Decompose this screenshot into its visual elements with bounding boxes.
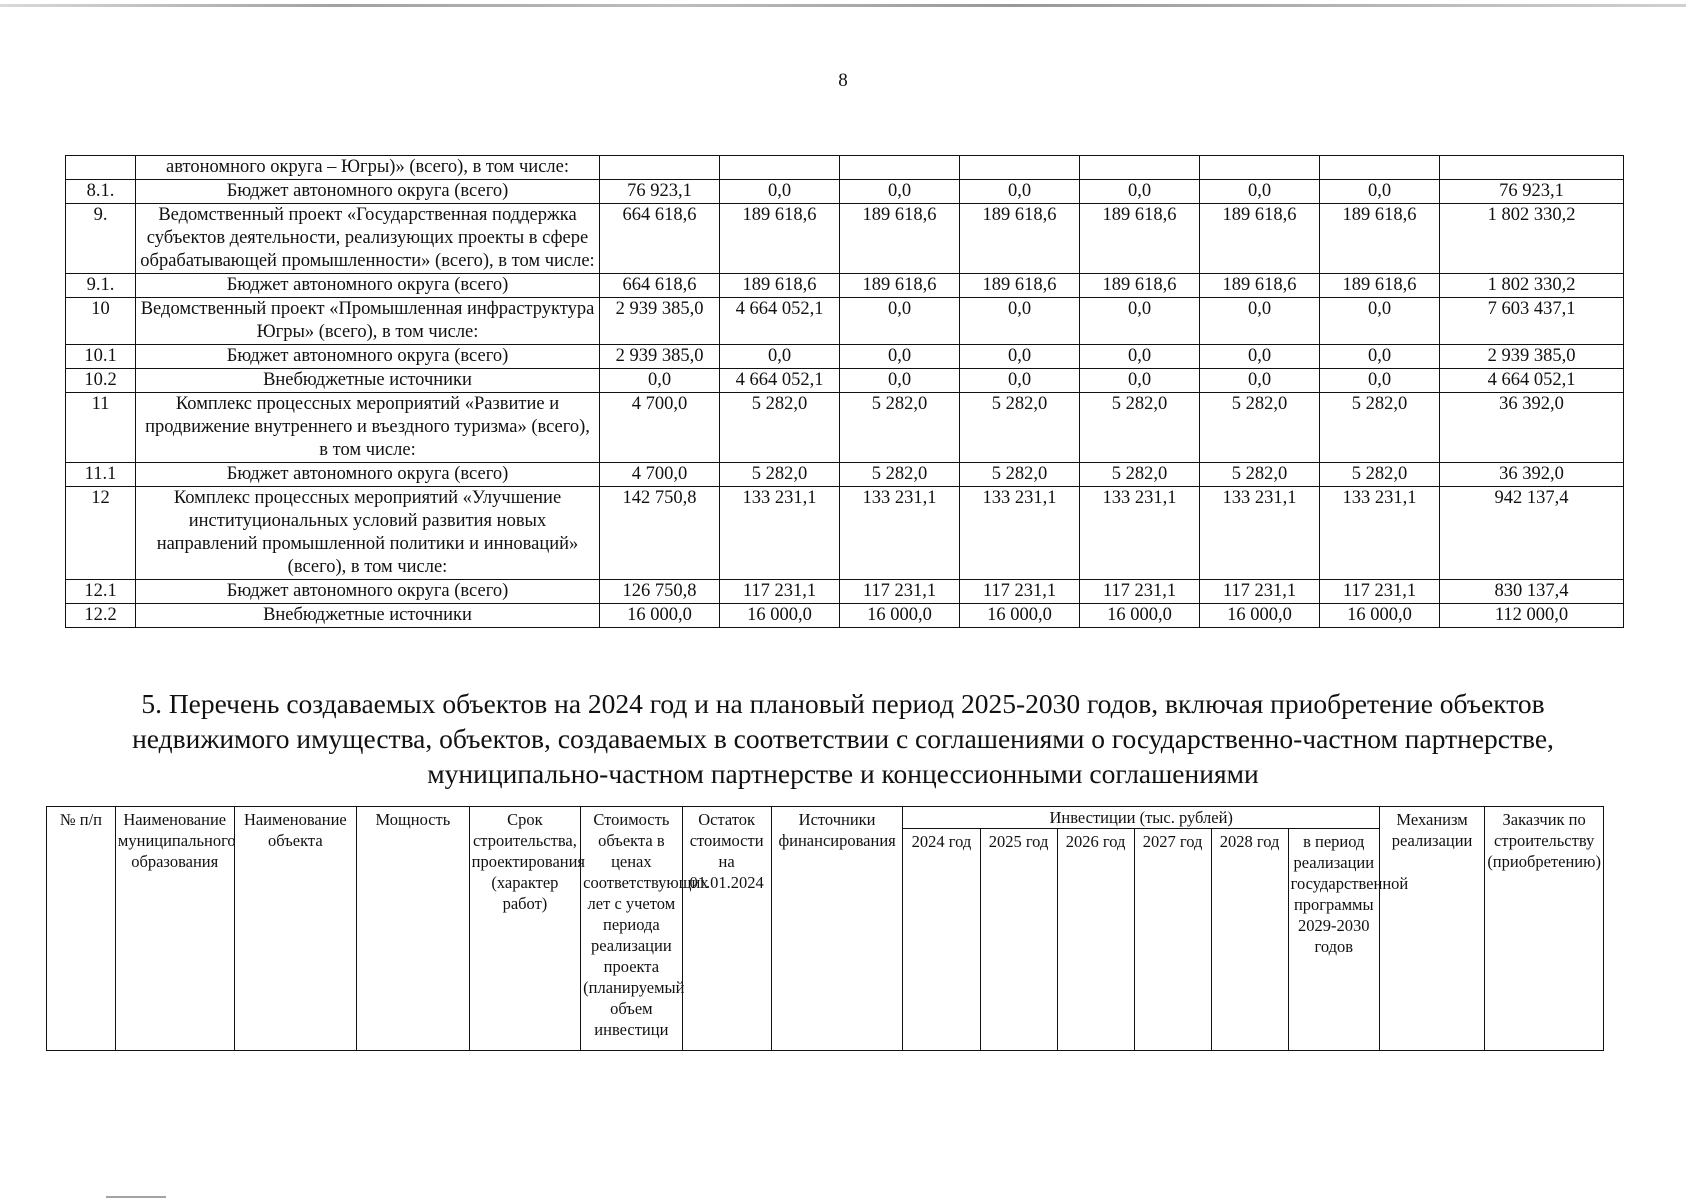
row-value: 4 700,0: [600, 393, 720, 463]
row-value: 189 618,6: [1320, 274, 1440, 298]
budget-table: [65, 155, 1624, 628]
row-name: Ведомственный проект «Государственная поддержка субъектов деятельности, реализующих проекты в сфере обрабатывающей промышленности» (всего), в том числе:: [136, 204, 600, 274]
header-no: № п/п: [47, 807, 116, 1051]
row-value: 16 000,0: [1200, 604, 1320, 628]
header-investments: Инвестиции (тыс. рублей): [903, 807, 1379, 829]
row-value: 0,0: [1320, 369, 1440, 393]
row-number: 9.: [66, 204, 136, 274]
table-row: [66, 463, 1624, 487]
row-value: 5 282,0: [1080, 393, 1200, 463]
row-value: 126 750,8: [600, 580, 720, 604]
row-value: 0,0: [1200, 369, 1320, 393]
row-value: [1080, 156, 1200, 180]
row-total: 1 802 330,2: [1440, 204, 1624, 274]
row-value: [1320, 156, 1440, 180]
row-value: 0,0: [600, 369, 720, 393]
header-mechanism: Механизм реализации: [1379, 807, 1484, 1051]
row-total: 830 137,4: [1440, 580, 1624, 604]
row-name: автономного округа – Югры)» (всего), в том числе:: [136, 156, 600, 180]
row-name: Внебюджетные источники: [136, 369, 600, 393]
table-row: [66, 369, 1624, 393]
row-number: 8.1.: [66, 180, 136, 204]
row-value: 133 231,1: [1320, 487, 1440, 580]
row-value: 0,0: [960, 298, 1080, 345]
row-value: 0,0: [1320, 345, 1440, 369]
row-value: 0,0: [1200, 180, 1320, 204]
row-value: 2 939 385,0: [600, 345, 720, 369]
table-row: [66, 393, 1624, 463]
row-value: 133 231,1: [1200, 487, 1320, 580]
row-value: 189 618,6: [840, 204, 960, 274]
row-value: 16 000,0: [600, 604, 720, 628]
row-value: 0,0: [960, 180, 1080, 204]
header-year-2026: 2026 год: [1057, 829, 1134, 1051]
row-total: 76 923,1: [1440, 180, 1624, 204]
header-customer: Заказчик по строительству (приобретению): [1485, 807, 1604, 1051]
row-value: 0,0: [1200, 345, 1320, 369]
row-value: 117 231,1: [1200, 580, 1320, 604]
header-cost-remainder: Остаток стоимости на 01.01.2024: [682, 807, 771, 1051]
row-value: 4 664 052,1: [720, 298, 840, 345]
row-value: 5 282,0: [720, 463, 840, 487]
table-row: [66, 298, 1624, 345]
header-object-name: Наименование объекта: [234, 807, 357, 1051]
table-row: [66, 487, 1624, 580]
row-value: [1200, 156, 1320, 180]
row-value: 0,0: [1320, 180, 1440, 204]
row-value: 117 231,1: [1320, 580, 1440, 604]
row-value: 16 000,0: [960, 604, 1080, 628]
row-name: Бюджет автономного округа (всего): [136, 580, 600, 604]
row-value: 16 000,0: [1320, 604, 1440, 628]
row-number: 10: [66, 298, 136, 345]
row-value: 189 618,6: [1080, 204, 1200, 274]
scan-mark: [106, 1196, 166, 1198]
section-heading: 5. Перечень создаваемых объектов на 2024 год и на плановый период 2025-2030 годов, включая приобретение объектов недвижимого имущества, объектов, создаваемых в соответствии с соглашениями о государственно-частном партнерстве, муниципально-частном партнерстве и концессионными соглашениями: [132, 688, 1554, 789]
row-value: [600, 156, 720, 180]
header-funding-sources: Источники финансирования: [771, 807, 903, 1051]
row-number: 10.2: [66, 369, 136, 393]
row-value: 5 282,0: [1080, 463, 1200, 487]
row-value: 0,0: [840, 345, 960, 369]
row-value: 0,0: [1080, 369, 1200, 393]
row-value: 0,0: [1200, 298, 1320, 345]
row-name: Внебюджетные источники: [136, 604, 600, 628]
row-value: 0,0: [840, 369, 960, 393]
row-value: 664 618,6: [600, 274, 720, 298]
row-value: 0,0: [720, 180, 840, 204]
table-row: [66, 180, 1624, 204]
table-row: [66, 274, 1624, 298]
table-row: [66, 604, 1624, 628]
row-value: 0,0: [1080, 298, 1200, 345]
row-name: Бюджет автономного округа (всего): [136, 463, 600, 487]
row-number: [66, 156, 136, 180]
row-number: 9.1.: [66, 274, 136, 298]
row-value: 133 231,1: [960, 487, 1080, 580]
row-value: 133 231,1: [1080, 487, 1200, 580]
row-name: Комплекс процессных мероприятий «Улучшение институциональных условий развития новых направлений промышленной политики и инноваций» (всего), в том числе:: [136, 487, 600, 580]
row-value: 133 231,1: [720, 487, 840, 580]
row-value: 189 618,6: [720, 274, 840, 298]
row-value: 0,0: [960, 369, 1080, 393]
row-value: 189 618,6: [1080, 274, 1200, 298]
row-number: 11.1: [66, 463, 136, 487]
row-total: [1440, 156, 1624, 180]
row-value: 5 282,0: [840, 463, 960, 487]
header-municipality: Наименование муниципального образования: [115, 807, 234, 1051]
row-value: 133 231,1: [840, 487, 960, 580]
row-total: 36 392,0: [1440, 393, 1624, 463]
header-capacity: Мощность: [357, 807, 470, 1051]
row-value: 4 664 052,1: [720, 369, 840, 393]
objects-table: [46, 806, 1604, 1051]
row-value: 117 231,1: [840, 580, 960, 604]
row-value: 5 282,0: [960, 393, 1080, 463]
row-value: 5 282,0: [840, 393, 960, 463]
row-total: 112 000,0: [1440, 604, 1624, 628]
row-value: 5 282,0: [1320, 463, 1440, 487]
row-value: 189 618,6: [1200, 204, 1320, 274]
table-row: [66, 204, 1624, 274]
header-object-cost: Стоимость объекта в ценах соответствующих лет с учетом периода реализации проекта (планируемый объем инвестици: [581, 807, 682, 1051]
row-value: 0,0: [840, 180, 960, 204]
row-value: 0,0: [720, 345, 840, 369]
header-year-2024: 2024 год: [903, 829, 980, 1051]
row-value: 16 000,0: [840, 604, 960, 628]
row-number: 10.1: [66, 345, 136, 369]
row-value: 5 282,0: [1200, 393, 1320, 463]
row-value: 5 282,0: [1200, 463, 1320, 487]
row-value: 5 282,0: [720, 393, 840, 463]
header-year-2025: 2025 год: [980, 829, 1057, 1051]
row-value: 0,0: [960, 345, 1080, 369]
header-year-2028: 2028 год: [1211, 829, 1288, 1051]
row-value: 189 618,6: [840, 274, 960, 298]
row-name: Комплекс процессных мероприятий «Развитие и продвижение внутреннего и въездного туризма» (всего), в том числе:: [136, 393, 600, 463]
row-total: 942 137,4: [1440, 487, 1624, 580]
row-value: 189 618,6: [1200, 274, 1320, 298]
scan-edge: [0, 4, 1686, 7]
row-value: 117 231,1: [720, 580, 840, 604]
page-number: 8: [838, 70, 848, 91]
header-construction-term: Срок строительства, проектирования (характер работ): [469, 807, 581, 1051]
row-value: 0,0: [840, 298, 960, 345]
header-period-2029-2030: в период реализации государственной программы 2029-2030 годов: [1288, 829, 1379, 1051]
row-value: 142 750,8: [600, 487, 720, 580]
row-name: Бюджет автономного округа (всего): [136, 345, 600, 369]
row-total: 36 392,0: [1440, 463, 1624, 487]
row-value: 5 282,0: [1320, 393, 1440, 463]
row-value: [720, 156, 840, 180]
row-value: 0,0: [1320, 298, 1440, 345]
row-value: 117 231,1: [960, 580, 1080, 604]
row-total: 2 939 385,0: [1440, 345, 1624, 369]
row-value: 16 000,0: [1080, 604, 1200, 628]
row-value: 5 282,0: [960, 463, 1080, 487]
header-year-2027: 2027 год: [1134, 829, 1211, 1051]
row-value: [960, 156, 1080, 180]
row-name: Бюджет автономного округа (всего): [136, 274, 600, 298]
row-value: 4 700,0: [600, 463, 720, 487]
row-value: 16 000,0: [720, 604, 840, 628]
row-value: 0,0: [1080, 345, 1200, 369]
row-number: 12: [66, 487, 136, 580]
row-value: [840, 156, 960, 180]
row-name: Ведомственный проект «Промышленная инфраструктура Югры» (всего), в том числе:: [136, 298, 600, 345]
table-row: [66, 156, 1624, 180]
row-number: 11: [66, 393, 136, 463]
row-value: 664 618,6: [600, 204, 720, 274]
row-value: 189 618,6: [960, 204, 1080, 274]
table-row: [66, 580, 1624, 604]
row-value: 0,0: [1080, 180, 1200, 204]
row-number: 12.1: [66, 580, 136, 604]
row-number: 12.2: [66, 604, 136, 628]
row-name: Бюджет автономного округа (всего): [136, 180, 600, 204]
table-row: [66, 345, 1624, 369]
row-value: 189 618,6: [960, 274, 1080, 298]
row-total: 1 802 330,2: [1440, 274, 1624, 298]
row-value: 117 231,1: [1080, 580, 1200, 604]
row-total: 7 603 437,1: [1440, 298, 1624, 345]
row-value: 189 618,6: [720, 204, 840, 274]
row-value: 189 618,6: [1320, 204, 1440, 274]
row-value: 76 923,1: [600, 180, 720, 204]
row-total: 4 664 052,1: [1440, 369, 1624, 393]
row-value: 2 939 385,0: [600, 298, 720, 345]
